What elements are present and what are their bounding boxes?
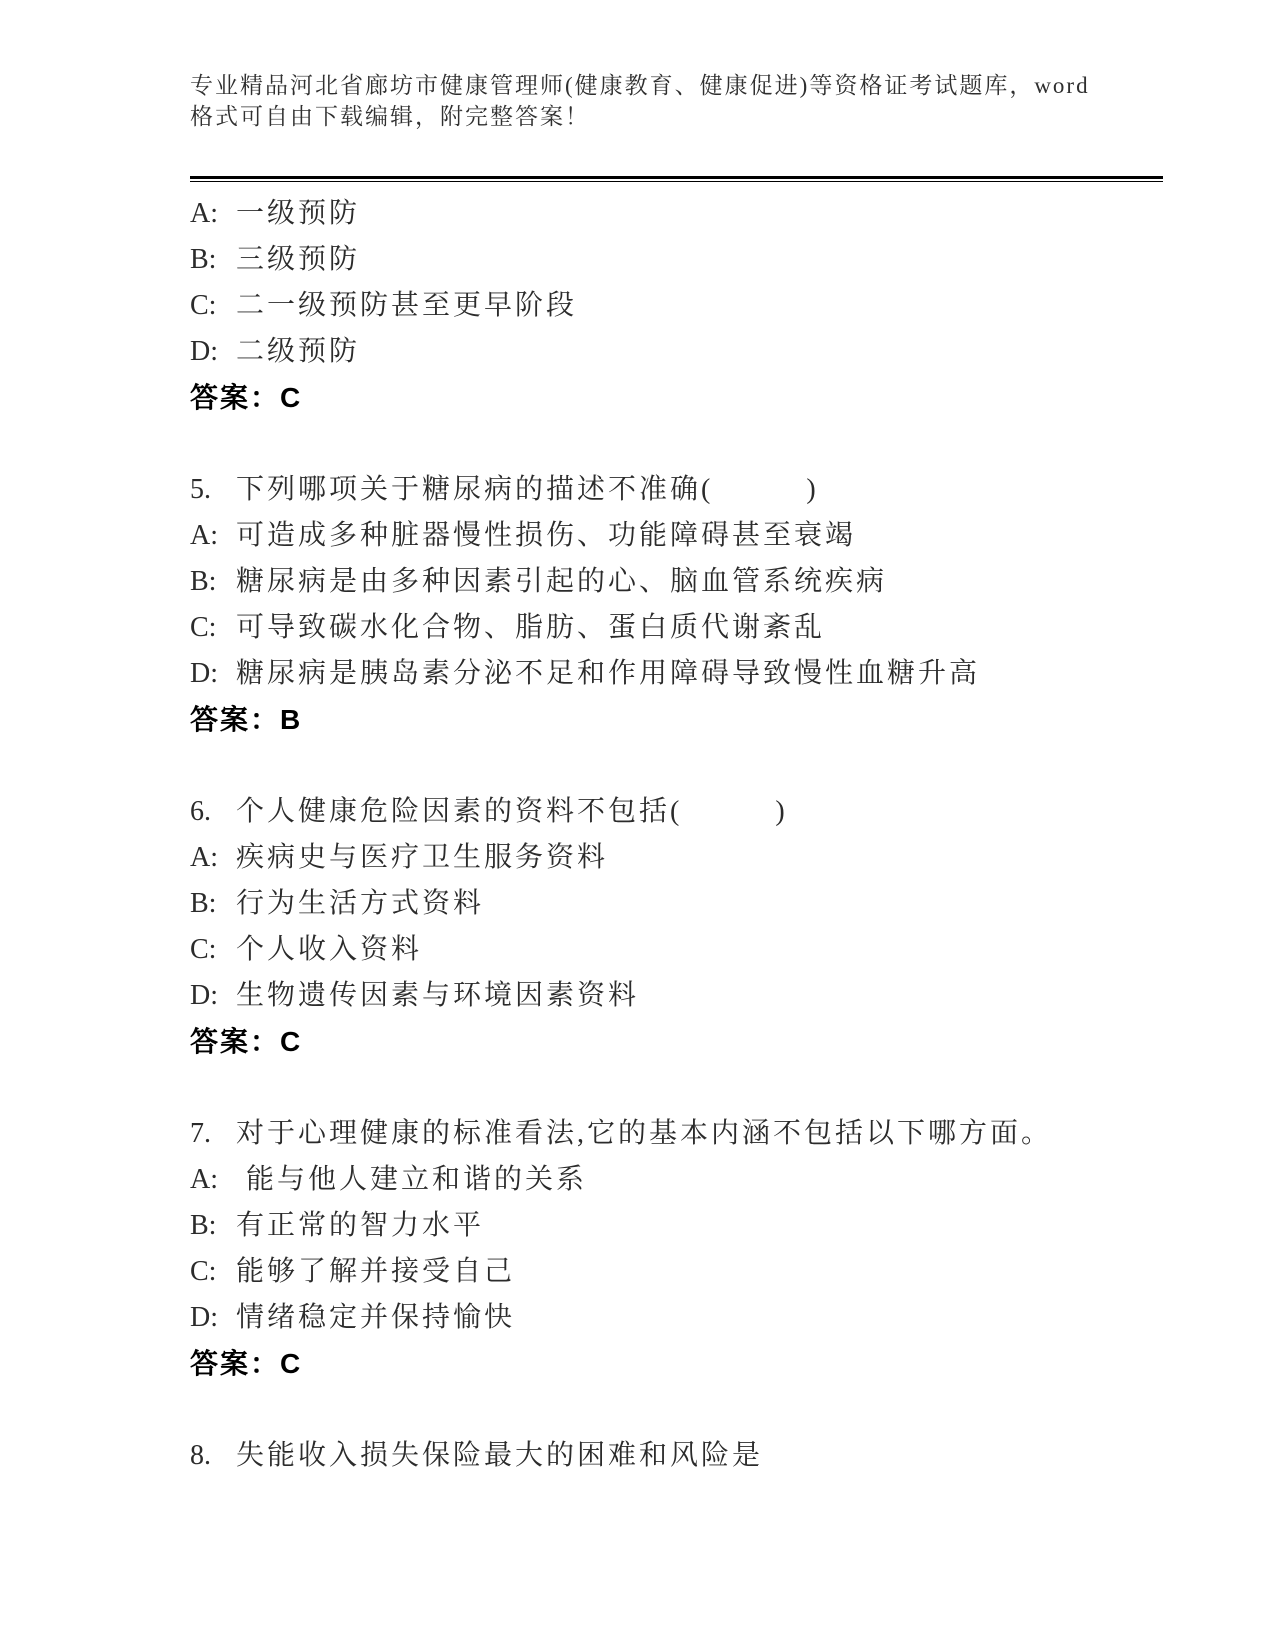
question-stem [190,1111,1163,1157]
question-text: 下列哪项关于糖尿病的描述不准确( ) [236,474,819,505]
option-text: 能与他人建立和谐的关系 [236,1164,588,1195]
answer-value: B [280,704,303,735]
option-text: 三级预防 [236,244,361,275]
option-label: B: [190,566,217,597]
question-block-5 [190,467,1163,743]
answer-value: C [280,1348,303,1379]
option-label: A: [190,842,218,873]
option-line [190,191,1163,237]
answer-label: 答案： [190,1026,281,1057]
question-number: 6. [190,796,211,827]
question-block-6 [190,789,1163,1065]
option-label: D: [190,336,218,367]
header-line-2: 格式可自由下载编辑，附完整答案！ [190,104,590,129]
option-text: 二一级预防甚至更早阶段 [236,290,578,321]
option-text: 能够了解并接受自己 [236,1256,516,1287]
answer-label: 答案： [190,382,281,413]
answer-label: 答案： [190,1348,281,1379]
option-label: D: [190,980,218,1011]
option-line [190,835,1163,881]
question-number: 5. [190,474,211,505]
question-stem [190,789,1163,835]
header-line-1: 专业精品河北省廊坊市健康管理师(健康教育、健康促进)等资格证考试题库，word [190,73,1090,98]
option-label: C: [190,934,217,965]
option-text: 一级预防 [236,198,361,229]
option-line [190,1295,1163,1341]
option-label: B: [190,1210,217,1241]
option-text: 糖尿病是由多种因素引起的心、脑血管系统疾病 [236,566,888,597]
option-line [190,1203,1163,1249]
answer-value: C [280,382,303,413]
option-label: C: [190,612,217,643]
option-line [190,605,1163,651]
option-label: A: [190,198,218,229]
question-stem [190,467,1163,513]
option-line [190,881,1163,927]
option-line [190,973,1163,1019]
option-text: 可造成多种脏器慢性损伤、功能障碍甚至衰竭 [236,520,857,551]
question-number: 8. [190,1440,211,1471]
option-text: 生物遗传因素与环境因素资料 [236,980,640,1011]
option-label: B: [190,888,217,919]
document-header [190,70,1163,132]
option-text: 疾病史与医疗卫生服务资料 [236,842,609,873]
option-text: 二级预防 [236,336,361,367]
option-line [190,513,1163,559]
option-line [190,559,1163,605]
option-line [190,329,1163,375]
questions-area [190,191,1163,1479]
option-text: 行为生活方式资料 [236,888,485,919]
question-block-7 [190,1111,1163,1387]
answer-line [190,1341,1163,1387]
option-line [190,283,1163,329]
question-stem [190,1433,1163,1479]
option-text: 有正常的智力水平 [236,1210,485,1241]
option-text: 糖尿病是胰岛素分泌不足和作用障碍导致慢性血糖升高 [236,658,981,689]
option-line [190,927,1163,973]
answer-line [190,375,1163,421]
option-label: A: [190,520,218,551]
option-line [190,1157,1163,1203]
answer-line [190,1019,1163,1065]
question-text: 对于心理健康的标准看法,它的基本内涵不包括以下哪方面。 [236,1118,1053,1149]
answer-line [190,697,1163,743]
option-text: 情绪稳定并保持愉快 [236,1302,516,1333]
option-text: 个人收入资料 [236,934,423,965]
option-line [190,651,1163,697]
answer-value: C [280,1026,303,1057]
question-block-8 [190,1433,1163,1479]
header-divider [190,176,1163,182]
option-label: C: [190,1256,217,1287]
question-text: 个人健康危险因素的资料不包括( ) [236,796,788,827]
question-text: 失能收入损失保险最大的困难和风险是 [236,1440,764,1471]
option-line [190,1249,1163,1295]
option-line [190,237,1163,283]
option-label: A: [190,1164,218,1195]
option-label: C: [190,290,217,321]
option-label: D: [190,1302,218,1333]
answer-label: 答案： [190,704,281,735]
option-label: B: [190,244,217,275]
question-block-4-partial [190,191,1163,421]
option-label: D: [190,658,218,689]
question-number: 7. [190,1118,211,1149]
option-text: 可导致碳水化合物、脂肪、蛋白质代谢紊乱 [236,612,826,643]
